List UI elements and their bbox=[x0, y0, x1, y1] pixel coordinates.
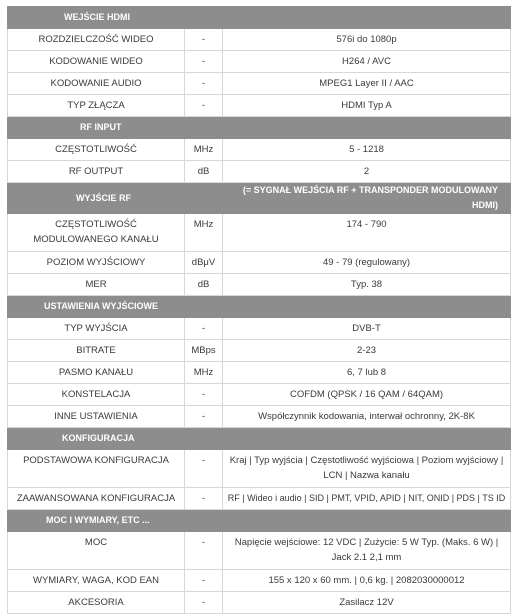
param-value: 2-23 bbox=[223, 340, 511, 362]
param-label: ROZDZIELCZOŚĆ WIDEO bbox=[8, 29, 185, 51]
param-label: CZĘSTOTLIWOŚĆ bbox=[8, 139, 185, 161]
param-unit: - bbox=[185, 532, 223, 570]
table-row bbox=[8, 488, 511, 510]
table-row bbox=[8, 592, 511, 614]
param-value: DVB-T bbox=[223, 318, 511, 340]
param-label: KONSTELACJA bbox=[8, 384, 185, 406]
param-value: RF | Wideo i audio | SID | PMT, VPID, APID | NIT, ONID | PDS | TS ID bbox=[223, 488, 511, 510]
param-unit: dB bbox=[185, 161, 223, 183]
spec-sheet bbox=[7, 6, 510, 614]
param-label: PODSTAWOWA KONFIGURACJA bbox=[8, 450, 185, 488]
param-label: PASMO KANAŁU bbox=[8, 362, 185, 384]
param-label: INNE USTAWIENIA bbox=[8, 406, 185, 428]
table-row bbox=[8, 95, 511, 117]
param-value: Współczynnik kodowania, interwał ochronny, 2K-8K bbox=[223, 406, 511, 428]
param-label: BITRATE bbox=[8, 340, 185, 362]
param-unit: - bbox=[185, 406, 223, 428]
param-value: 49 - 79 (regulowany) bbox=[223, 252, 511, 274]
table-row bbox=[8, 214, 511, 252]
param-label: ZAAWANSOWANA KONFIGURACJA bbox=[8, 488, 185, 510]
param-unit: MHz bbox=[185, 139, 223, 161]
param-value: 576i do 1080p bbox=[223, 29, 511, 51]
param-value: Kraj | Typ wyjścia | Częstotliwość wyjściowa | Poziom wyjściowy | LCN | Nazwa kanału bbox=[223, 450, 511, 488]
table-row bbox=[8, 340, 511, 362]
param-value: 6, 7 lub 8 bbox=[223, 362, 511, 384]
param-unit: - bbox=[185, 488, 223, 510]
table-row bbox=[8, 274, 511, 296]
spec-table bbox=[7, 6, 511, 614]
section-title: WEJŚCIE HDMI bbox=[8, 7, 511, 29]
table-row bbox=[8, 139, 511, 161]
section-header-hdmi-input bbox=[8, 7, 511, 29]
section-note: (= SYGNAŁ WEJŚCIA RF + TRANSPONDER MODULOWANY HDMI) bbox=[223, 183, 511, 214]
table-row bbox=[8, 29, 511, 51]
param-label: AKCESORIA bbox=[8, 592, 185, 614]
param-label: MER bbox=[8, 274, 185, 296]
param-value: COFDM (QPSK / 16 QAM / 64QAM) bbox=[223, 384, 511, 406]
param-label: CZĘSTOTLIWOŚĆ MODULOWANEGO KANAŁU bbox=[8, 214, 185, 252]
param-label: POZIOM WYJŚCIOWY bbox=[8, 252, 185, 274]
section-title: WYJŚCIE RF bbox=[8, 183, 223, 214]
param-value: HDMI Typ A bbox=[223, 95, 511, 117]
table-row bbox=[8, 51, 511, 73]
table-row bbox=[8, 318, 511, 340]
table-row bbox=[8, 362, 511, 384]
table-row bbox=[8, 570, 511, 592]
param-label: TYP WYJŚCIA bbox=[8, 318, 185, 340]
section-title: RF INPUT bbox=[8, 117, 511, 139]
table-row bbox=[8, 252, 511, 274]
param-value: Napięcie wejściowe: 12 VDC | Zużycie: 5 W Typ. (Maks. 6 W) | Jack 2.1 2,1 mm bbox=[223, 532, 511, 570]
param-unit: dB bbox=[185, 274, 223, 296]
param-label: TYP ZŁĄCZA bbox=[8, 95, 185, 117]
param-unit: - bbox=[185, 384, 223, 406]
table-row bbox=[8, 450, 511, 488]
param-unit: - bbox=[185, 51, 223, 73]
table-row bbox=[8, 161, 511, 183]
param-label: MOC bbox=[8, 532, 185, 570]
param-unit: MBps bbox=[185, 340, 223, 362]
param-label: KODOWANIE AUDIO bbox=[8, 73, 185, 95]
param-unit: - bbox=[185, 318, 223, 340]
table-row bbox=[8, 73, 511, 95]
param-unit: - bbox=[185, 570, 223, 592]
section-title: USTAWIENIA WYJŚCIOWE bbox=[8, 296, 511, 318]
param-value: 155 x 120 x 60 mm. | 0,6 kg. | 2082030000012 bbox=[223, 570, 511, 592]
param-unit: - bbox=[185, 450, 223, 488]
param-value: Typ. 38 bbox=[223, 274, 511, 296]
param-unit: - bbox=[185, 592, 223, 614]
section-header-rf-output bbox=[8, 183, 511, 214]
param-value: 5 - 1218 bbox=[223, 139, 511, 161]
param-unit: dBμV bbox=[185, 252, 223, 274]
section-header-configuration bbox=[8, 428, 511, 450]
param-value: 2 bbox=[223, 161, 511, 183]
table-row bbox=[8, 532, 511, 570]
table-row bbox=[8, 384, 511, 406]
param-unit: - bbox=[185, 29, 223, 51]
table-row bbox=[8, 406, 511, 428]
param-unit: - bbox=[185, 95, 223, 117]
param-value: MPEG1 Layer II / AAC bbox=[223, 73, 511, 95]
section-header-power-dimensions bbox=[8, 510, 511, 532]
section-title: MOC I WYMIARY, ETC ... bbox=[8, 510, 511, 532]
param-label: KODOWANIE WIDEO bbox=[8, 51, 185, 73]
param-label: RF OUTPUT bbox=[8, 161, 185, 183]
param-value: H264 / AVC bbox=[223, 51, 511, 73]
param-value: Zasilacz 12V bbox=[223, 592, 511, 614]
param-unit: MHz bbox=[185, 362, 223, 384]
param-unit: - bbox=[185, 73, 223, 95]
section-title: KONFIGURACJA bbox=[8, 428, 511, 450]
param-value: 174 - 790 bbox=[223, 214, 511, 252]
section-header-output-settings bbox=[8, 296, 511, 318]
section-header-rf-input bbox=[8, 117, 511, 139]
param-label: WYMIARY, WAGA, KOD EAN bbox=[8, 570, 185, 592]
param-unit: MHz bbox=[185, 214, 223, 252]
